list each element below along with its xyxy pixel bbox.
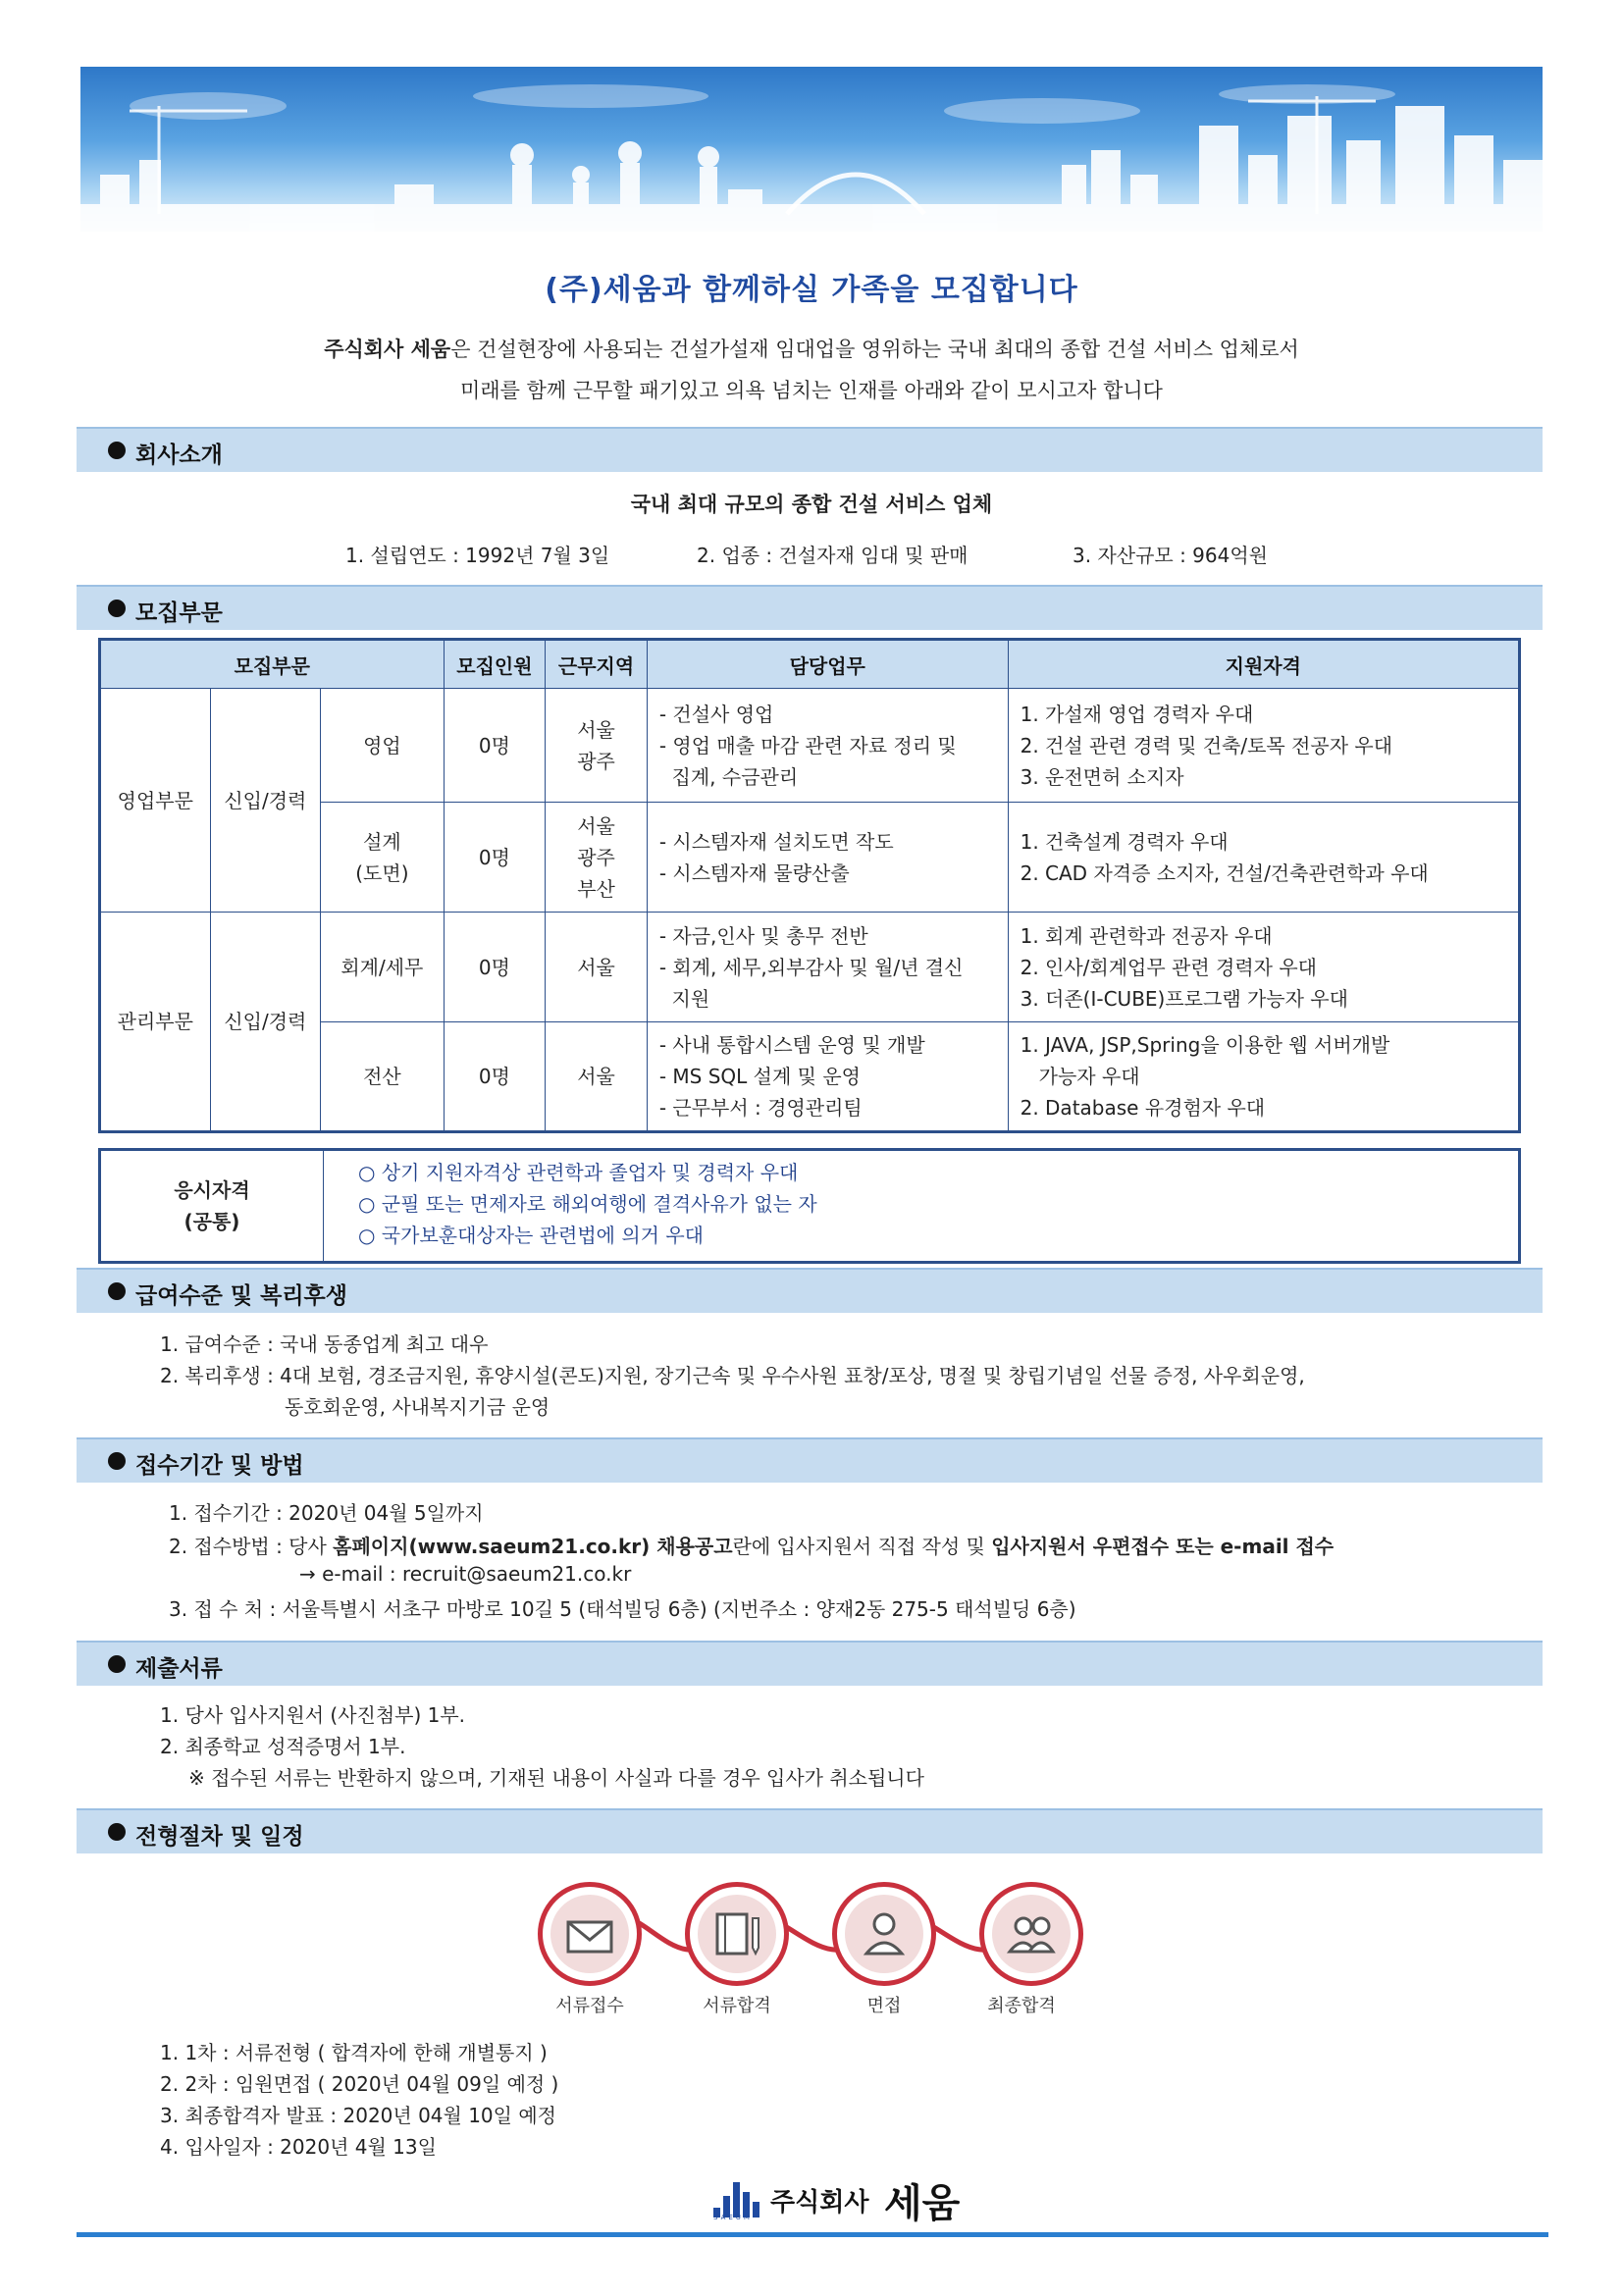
company-logo	[711, 2170, 967, 2225]
section-title: 회사소개	[135, 443, 223, 468]
document-item: 1. 당사 입사지원서 (사진첨부) 1부.	[160, 1703, 466, 1727]
recruitment-table	[98, 638, 1521, 1133]
section-title: 접수기간 및 방법	[135, 1453, 304, 1479]
common-qual-items	[358, 1157, 817, 1251]
type-cell: 신입/경력	[210, 913, 321, 1132]
envelope-icon	[560, 1905, 619, 1963]
header-count: 모집인원	[444, 640, 546, 689]
step-circle-interview	[832, 1882, 936, 1986]
section-header-process	[77, 1808, 1543, 1853]
section-title: 전형절차 및 일정	[135, 1824, 304, 1850]
section-title: 제출서류	[135, 1656, 223, 1682]
step-circle-application	[538, 1882, 642, 1986]
bullet-icon	[108, 1282, 126, 1300]
type-cell: 신입/경력	[210, 689, 321, 913]
company-fact-2: 2. 업종 : 건설자재 임대 및 판매	[697, 544, 969, 567]
header-quals: 지원자격	[1008, 640, 1519, 689]
common-qualification-box	[98, 1148, 1521, 1264]
bullet-icon	[108, 1452, 126, 1470]
benefits-line-cont: 동호회운영, 사내복지기금 운영	[285, 1395, 550, 1419]
footer-divider	[77, 2232, 1548, 2237]
email-link[interactable]: → e-mail : recruit@saeum21.co.kr	[299, 1562, 632, 1586]
step-label: 서류접수	[555, 1996, 624, 2016]
page-title: (주)세움과 함께하실 가족을 모집합니다	[545, 273, 1078, 307]
method-line: 2. 접수방법 : 당사 홈페이지(www.saeum21.co.kr) 채용공고란에 입사지원서 직접 작성 및 입사지원서 우편접수 또는 e-mail 접수	[169, 1535, 1335, 1558]
quals-cell: 1. JAVA, JSP,Spring을 이용한 웹 서버개발 가능자 우대 2. Database 유경험자 우대	[1008, 1022, 1519, 1132]
schedule-item: 2. 2차 : 임원면접 ( 2020년 04월 09일 예정 )	[160, 2072, 559, 2096]
table-header-row	[100, 640, 1520, 689]
document-item: 2. 최종학교 성적증명서 1부.	[160, 1735, 406, 1758]
common-qual-item: ○ 상기 지원자격상 관련학과 졸업자 및 경력자 우대	[358, 1161, 799, 1184]
table-row	[100, 913, 1520, 1022]
company-headline: 국내 최대 규모의 종합 건설 서비스 업체	[630, 493, 993, 516]
schedule-item: 4. 입사일자 : 2020년 4월 13일	[160, 2135, 437, 2159]
section-header-documents	[77, 1641, 1543, 1686]
intro-line-1-text: 은 건설현장에 사용되는 건설가설재 임대업을 영위하는 국내 최대의 종합 건설 서비스 업체로서	[450, 338, 1299, 361]
document-note: ※ 접수된 서류는 반환하지 않으며, 기재된 내용이 사실과 다를 경우 입사가 취소됩니다	[188, 1766, 924, 1790]
address-line: 3. 접 수 처 : 서울특별시 서초구 마방로 10길 5 (태석빌딩 6층) (지번주소 : 양재2동 275-5 태석빌딩 6층)	[169, 1597, 1076, 1621]
company-fact-3: 3. 자산규모 : 964억원	[1073, 544, 1268, 567]
period-line: 1. 접수기간 : 2020년 04월 5일까지	[169, 1501, 484, 1525]
section-title: 모집부문	[135, 600, 223, 626]
table-row	[100, 689, 1520, 803]
bullet-icon	[108, 1823, 126, 1841]
company-fact-1: 1. 설립연도 : 1992년 7월 3일	[345, 544, 610, 567]
benefits-line: 2. 복리후생 : 4대 보험, 경조금지원, 휴양시설(콘도)지원, 장기근속 및 우수사원 표창/포상, 명절 및 창립기념일 선물 증정, 사우회운영,	[160, 1364, 1305, 1387]
header-duties: 담당업무	[647, 640, 1008, 689]
common-qual-label: 응시자격 (공통)	[101, 1151, 324, 1261]
count-cell: 0명	[444, 913, 546, 1022]
step-label: 서류합격	[703, 1996, 771, 2016]
schedule-item: 3. 최종합격자 발표 : 2020년 04월 10일 예정	[160, 2104, 556, 2127]
count-cell: 0명	[444, 689, 546, 803]
header-banner-image	[80, 67, 1543, 232]
intro-company-name: 주식회사 세움	[324, 338, 451, 361]
header-dept: 모집부문	[100, 640, 445, 689]
common-qual-item: ○ 국가보훈대상자는 관련법에 의거 우대	[358, 1224, 705, 1247]
section-header-salary	[77, 1268, 1543, 1313]
salary-line: 1. 급여수준 : 국내 동종업계 최고 대우	[160, 1332, 489, 1356]
people-icon	[1002, 1905, 1061, 1963]
quals-cell: 1. 건축설계 경력자 우대 2. CAD 자격증 소지자, 건설/건축관련학과 우대	[1008, 803, 1519, 913]
step-circle-final	[979, 1882, 1083, 1986]
region-cell: 서울 광주	[546, 689, 648, 803]
person-icon	[855, 1905, 914, 1963]
step-label: 면접	[866, 1996, 902, 2016]
count-cell: 0명	[444, 1022, 546, 1132]
field-cell: 설계 (도면)	[321, 803, 445, 913]
logo-name: 세움	[884, 2181, 961, 2226]
dept-cell: 영업부문	[100, 689, 211, 913]
bullet-icon	[108, 600, 126, 617]
intro-line-1	[0, 334, 1623, 363]
duties-cell: - 건설사 영업 - 영업 매출 마감 관련 자료 정리 및 집계, 수금관리	[647, 689, 1008, 803]
logo-prefix: 주식회사	[770, 2188, 869, 2218]
common-qual-item: ○ 군필 또는 면제자로 해외여행에 결격사유가 없는 자	[358, 1192, 817, 1216]
logo-mark-text: SAEUM	[713, 2214, 753, 2221]
bullet-icon	[108, 442, 126, 459]
step-label: 최종합격	[987, 1996, 1056, 2016]
field-cell: 전산	[321, 1022, 445, 1132]
intro-line-2: 미래를 함께 근무할 패기있고 의욕 넘치는 인재를 아래와 같이 모시고자 합니다	[460, 379, 1163, 402]
section-header-period	[77, 1437, 1543, 1483]
step-circle-doc-pass	[685, 1882, 789, 1986]
section-header-company	[77, 427, 1543, 472]
count-cell: 0명	[444, 803, 546, 913]
duties-cell: - 시스템자재 설치도면 작도 - 시스템자재 물량산출	[647, 803, 1008, 913]
region-cell: 서울 광주 부산	[546, 803, 648, 913]
region-cell: 서울	[546, 1022, 648, 1132]
section-header-recruit	[77, 585, 1543, 630]
header-region: 근무지역	[546, 640, 648, 689]
quals-cell: 1. 가설재 영업 경력자 우대 2. 건설 관련 경력 및 건축/토목 전공자 우대 3. 운전면허 소지자	[1008, 689, 1519, 803]
bullet-icon	[108, 1655, 126, 1673]
quals-cell: 1. 회계 관련학과 전공자 우대 2. 인사/회계업무 관련 경력자 우대 3. 더존(I-CUBE)프로그램 가능자 우대	[1008, 913, 1519, 1022]
dept-cell: 관리부문	[100, 913, 211, 1132]
duties-cell: - 사내 통합시스템 운영 및 개발 - MS SQL 설계 및 운영 - 근무부서 : 경영관리팀	[647, 1022, 1008, 1132]
section-title: 급여수준 및 복리후생	[135, 1283, 347, 1309]
field-cell: 회계/세무	[321, 913, 445, 1022]
notebook-pencil-icon	[707, 1905, 766, 1963]
duties-cell: - 자금,인사 및 총무 전반 - 회계, 세무,외부감사 및 월/년 결신 지원	[647, 913, 1008, 1022]
schedule-item: 1. 1차 : 서류전형 ( 합격자에 한해 개별통지 )	[160, 2041, 548, 2064]
region-cell: 서울	[546, 913, 648, 1022]
field-cell: 영업	[321, 689, 445, 803]
